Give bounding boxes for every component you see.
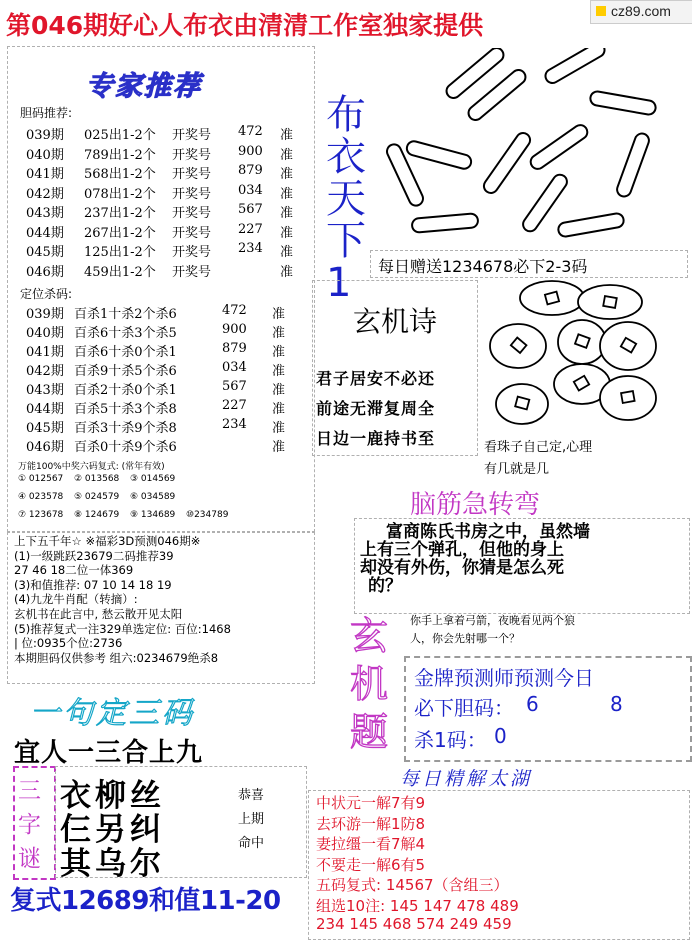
taihu-title: 每日精解太湖 — [400, 768, 533, 790]
kill-result: 567 — [222, 379, 247, 394]
kill-table — [26, 303, 306, 453]
kill-mark: 准 — [272, 345, 286, 360]
kill-period: 043期 — [26, 383, 64, 398]
taihu-line: 234 145 468 574 249 459 — [316, 915, 512, 933]
fc3d-line: (4)九龙牛肖配（转摘）: — [14, 592, 138, 607]
taihu-line: 去环游一解1防8 — [316, 814, 426, 833]
poem-note-1: 看珠子自己定,心理 — [484, 440, 593, 455]
poem-line: 前途无滞复周全 — [316, 399, 436, 418]
dan-period: 043期 — [26, 206, 64, 221]
wanneng-item: ⑨ 134689 — [130, 510, 176, 520]
kill-value: 0 — [494, 724, 507, 748]
zimi-label-char: 谜 — [18, 846, 41, 872]
kill-period: 039期 — [26, 307, 64, 322]
dan-period: 041期 — [26, 167, 64, 182]
dan-label: 开奖号 — [172, 167, 212, 182]
wanneng-item: ③ 014569 — [130, 474, 176, 484]
zimi-label-char: 三 — [18, 778, 41, 804]
xuanji-line-3 — [414, 724, 507, 753]
kill-result: 900 — [222, 322, 247, 337]
dan-mark: 准 — [280, 206, 294, 221]
wanneng-item: ② 013568 — [74, 474, 120, 484]
kill-period: 042期 — [26, 364, 64, 379]
dan-mark: 准 — [280, 128, 294, 143]
dan-result: 034 — [238, 182, 263, 198]
buyi-char: 1 — [326, 260, 352, 306]
brain-question-line: 富商陈氏书房之中，虽然墙 — [386, 522, 590, 542]
wanneng-item: ⑤ 024579 — [74, 492, 120, 502]
kill-period: 044期 — [26, 402, 64, 417]
badge-text: cz89.com — [611, 3, 671, 19]
buyi-char: 下 — [326, 218, 366, 264]
taihu-line: 中状元一解7有9 — [316, 794, 426, 812]
header-title: 第046期好心人布衣由清清工作室独家提供 — [6, 11, 484, 40]
zimi-label-char: 字 — [18, 812, 41, 838]
dan-mark: 准 — [280, 225, 294, 241]
kill-result: 227 — [222, 398, 247, 413]
buyi-char: 衣 — [326, 134, 366, 180]
fc3d-line: | 位:0935个位:2736 — [14, 636, 123, 651]
xuanji-line-2 — [414, 692, 623, 721]
coins-art — [482, 276, 686, 436]
dan-pick: 568出1-2个 — [84, 167, 156, 182]
yiju-heading: 一句定三码 — [30, 696, 195, 731]
xuanji-label-char: 玄 — [350, 614, 389, 658]
kill-mark: 准 — [272, 383, 286, 398]
dan-mark: 准 — [280, 186, 294, 202]
dan-period: 046期 — [26, 264, 64, 280]
kill-period: 045期 — [26, 421, 64, 436]
kill-pick: 百杀2十杀0个杀1 — [74, 383, 177, 398]
kill-mark: 准 — [272, 440, 286, 455]
kill-mark: 准 — [272, 402, 286, 417]
yiju-line: 宜人一三合上九 — [14, 738, 204, 768]
kill-period: 040期 — [26, 326, 64, 341]
dan-mark: 准 — [280, 167, 294, 182]
congrats-line: 命中 — [238, 836, 265, 851]
buyi-char: 天 — [326, 176, 366, 222]
dan-pick: 789出1-2个 — [84, 147, 156, 163]
kill-mark: 准 — [272, 307, 286, 322]
xuanji-line-1: 金牌预测师预测今日 — [414, 666, 594, 690]
site-badge[interactable] — [590, 0, 692, 24]
taihu-line: 妻拉缰一看7解4 — [316, 835, 426, 853]
fc3d-line: 27 46 18二位一体369 — [14, 563, 134, 578]
xuanji-label-char: 题 — [350, 710, 389, 754]
kill-pick: 百杀0十杀9个杀6 — [74, 440, 177, 455]
zimi-line: 仨另纠 — [60, 812, 165, 848]
dan-label: 开奖号 — [172, 225, 212, 241]
dan-result: 472 — [238, 124, 263, 139]
wanneng-item: ⑩234789 — [186, 510, 229, 520]
kill-period: 041期 — [26, 345, 64, 360]
dan-label: 开奖号 — [172, 147, 212, 163]
brain-answer-line: 人，你会先射哪一个？ — [410, 632, 520, 645]
fushi-text: 复式12689和值11-20 — [10, 886, 281, 916]
fc3d-line: 玄机书在此言中, 愁云散开见太阳 — [14, 607, 183, 621]
kill-result: 472 — [222, 303, 247, 318]
dan-period: 042期 — [26, 186, 64, 202]
dan-pick: 078出1-2个 — [84, 186, 156, 202]
stick-art — [372, 48, 690, 248]
poem-line: 君子居安不必还 — [316, 369, 436, 388]
dan-label: 开奖号 — [172, 206, 212, 221]
kill-title: 定位杀码: — [20, 287, 73, 301]
daily-text: 每日赠送1234678必下2-3码 — [378, 257, 588, 276]
kill-result: 234 — [222, 417, 247, 432]
dan-mark: 准 — [280, 245, 294, 260]
taihu-line: 五码复式: 14567（含组三） — [316, 876, 509, 894]
kill-label: 杀1码： — [414, 728, 487, 752]
fc3d-line: 上下五千年☆ ※福彩3D预测046期※ — [14, 534, 201, 548]
dan-period: 045期 — [26, 245, 64, 260]
dan-period: 040期 — [26, 147, 64, 163]
must-value-1: 6 — [526, 692, 539, 716]
dan-table — [26, 124, 306, 284]
taihu-line: 组选10注: 145 147 478 489 — [316, 896, 519, 915]
dan-title: 胆码推荐: — [20, 106, 73, 120]
dan-pick: 237出1-2个 — [84, 206, 156, 221]
buyi-char: 布 — [326, 92, 366, 138]
congrats-line: 恭喜 — [238, 788, 265, 803]
must-value-2: 8 — [610, 692, 623, 716]
brain-question-line: 上有三个弹孔，但他的身上 — [360, 540, 564, 560]
zimi-line: 衣柳丝 — [60, 778, 165, 814]
brain-question-line: 的？ — [368, 576, 402, 596]
dan-period: 039期 — [26, 128, 64, 143]
kill-mark: 准 — [272, 421, 286, 436]
dan-result: 227 — [238, 221, 263, 237]
wanneng-grid — [18, 474, 308, 530]
dan-pick: 025出1-2个 — [84, 128, 156, 143]
dan-pick: 125出1-2个 — [84, 245, 156, 260]
kill-pick: 百杀1十杀2个杀6 — [74, 307, 177, 322]
wanneng-item: ④ 023578 — [18, 492, 64, 502]
zimi-line: 其乌尔 — [60, 846, 165, 882]
expert-heading: 专家推荐 — [86, 71, 202, 102]
kill-period: 046期 — [26, 440, 64, 455]
dan-result: 879 — [238, 163, 263, 178]
fc3d-line: 本期胆码仅供参考 组六:0234679绝杀8 — [14, 650, 219, 665]
fc3d-line: (1)一级跳跃23679二码推荐39 — [14, 548, 174, 563]
xuanji-label-char: 机 — [350, 662, 389, 706]
dan-period: 044期 — [26, 225, 64, 241]
kill-result: 034 — [222, 360, 247, 375]
wanneng-item: ⑦ 123678 — [18, 510, 64, 520]
dan-mark: 准 — [280, 264, 294, 280]
dan-label: 开奖号 — [172, 245, 212, 260]
page-title — [6, 2, 606, 40]
poem-line: 日边一鹿持书至 — [316, 429, 436, 448]
dan-result: 234 — [238, 241, 263, 256]
badge-icon — [596, 6, 606, 16]
brain-question-line: 却没有外伤，你猜是怎么死 — [360, 558, 564, 578]
congrats-line: 上期 — [238, 812, 265, 827]
dan-label: 开奖号 — [172, 264, 212, 280]
poem-note-2: 有几就是几 — [484, 462, 550, 477]
kill-pick: 百杀9十杀5个杀6 — [74, 364, 177, 379]
dan-result: 900 — [238, 143, 263, 159]
kill-pick: 百杀3十杀9个杀8 — [74, 421, 177, 436]
kill-pick: 百杀5十杀3个杀8 — [74, 402, 177, 417]
wanneng-item: ① 012567 — [18, 474, 64, 484]
dan-pick: 267出1-2个 — [84, 225, 156, 241]
dan-label: 开奖号 — [172, 186, 212, 202]
wanneng-item: ⑧ 124679 — [74, 510, 120, 520]
fc3d-line: (5)推荐复式一注329单选定位: 百位:1468 — [14, 621, 231, 636]
dan-result: 567 — [238, 202, 263, 217]
poem-title: 玄机诗 — [353, 305, 438, 338]
must-label: 必下胆码： — [414, 696, 514, 720]
dan-mark: 准 — [280, 147, 294, 163]
taihu-line: 不要走一解6有5 — [316, 855, 426, 874]
brain-title: 脑筋急转弯 — [410, 490, 541, 520]
kill-result: 879 — [222, 341, 247, 356]
fc3d-lines — [14, 533, 314, 681]
fc3d-line: (3)和值推荐: 07 10 14 18 19 — [14, 577, 172, 592]
wanneng-title: 万能100%中奖六码复式: (常年有效) — [18, 462, 165, 472]
kill-pick: 百杀6十杀0个杀1 — [74, 345, 177, 360]
kill-mark: 准 — [272, 326, 286, 341]
kill-pick: 百杀6十杀3个杀5 — [74, 326, 177, 341]
dan-label: 开奖号 — [172, 128, 212, 143]
kill-mark: 准 — [272, 364, 286, 379]
wanneng-item: ⑥ 034589 — [130, 492, 176, 502]
dan-pick: 459出1-2个 — [84, 264, 156, 280]
brain-answer-line: 你手上拿着弓箭，夜晚看见两个狼 — [410, 614, 575, 627]
